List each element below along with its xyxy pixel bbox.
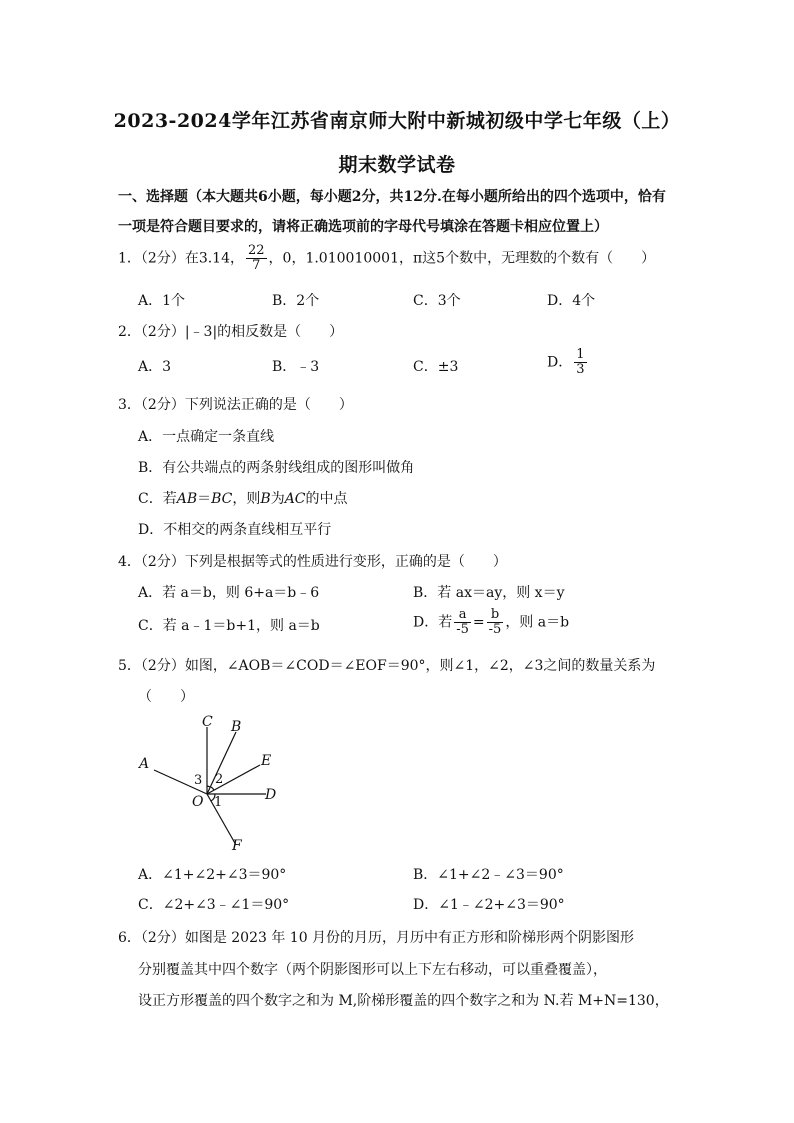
fraction-1-3 [574, 348, 586, 377]
fraction-b-over-neg5 [487, 608, 504, 637]
q2-option-c[interactable]: C．±3 [413, 359, 459, 375]
q2-option-a[interactable]: A．3 [138, 359, 172, 375]
text: ，则 a＝b [505, 614, 570, 631]
var: AC [284, 491, 306, 507]
var: B [260, 491, 271, 507]
q5-option-b[interactable]: B．∠1+∠2﹣∠3＝90° [413, 867, 564, 883]
question-1-pre: 1．（2分）在3.14， [118, 250, 244, 267]
angle-label-3: 3 [194, 773, 203, 788]
question-1-post: ，0，1.010010001，π这5个数中，无理数的个数有（ ） [268, 250, 656, 267]
q4-option-b[interactable]: B．若 ax＝ay，则 x＝y [413, 585, 565, 601]
fraction-a-over-neg5 [454, 608, 471, 637]
fraction-22-7 [246, 244, 267, 273]
fraction-numerator: b [487, 608, 504, 623]
question-5-stem-line2: （ ） [138, 689, 194, 705]
q2-option-b[interactable]: B．﹣3 [272, 359, 320, 375]
question-6-stem-line1: 6．（2分）如图是 2023 年 10 月份的月历，月历中有正方形和阶梯形两个阴影图形 [118, 930, 635, 946]
question-5-stem-line1: 5．（2分）如图，∠AOB＝∠COD＝∠EOF＝90°，则∠1，∠2，∠3之间的数量关系为 [118, 658, 656, 674]
fraction-denominator: 3 [576, 362, 585, 377]
question-4-stem: 4．（2分）下列是根据等式的性质进行变形，正确的是（ ） [118, 554, 507, 570]
text: 为 [270, 491, 285, 507]
question-6-stem-line2: 分别覆盖其中四个数字（两个阴影图形可以上下左右移动，可以重叠覆盖）， [138, 962, 607, 978]
q4-option-c[interactable]: C．若 a﹣1＝b+1，则 a＝b [138, 618, 320, 634]
label-a: A [139, 756, 150, 772]
exam-title-line1: 2023-2024学年江苏省南京师大附中新城初级中学七年级（上） [113, 110, 681, 132]
label-b: B [231, 719, 242, 735]
text: ＝ [197, 491, 212, 507]
label-c: C [202, 714, 213, 730]
q3-option-a[interactable]: A．一点确定一条直线 [138, 429, 275, 445]
text: C．若 [138, 491, 177, 507]
section1-heading-line2: 一项是符合题目要求的，请将正确选项前的字母代号填涂在答题卡相应位置上） [118, 219, 608, 235]
fraction-numerator: 22 [248, 243, 265, 258]
fraction-denominator: 7 [252, 258, 261, 273]
q3-option-d[interactable]: D．不相交的两条直线相互平行 [138, 522, 332, 538]
text: 的中点 [305, 491, 348, 507]
q5-option-d[interactable]: D．∠1﹣∠2+∠3＝90° [413, 897, 565, 913]
fraction-denominator: -5 [456, 622, 469, 637]
question-6-stem-line3: 设正方形覆盖的四个数字之和为 M,阶梯形覆盖的四个数字之和为 N.若 M+N=130， [138, 993, 669, 1009]
q4-option-a[interactable]: A．若 a＝b，则 6+a＝b﹣6 [138, 585, 320, 601]
q2-option-d-label: D． [547, 354, 573, 371]
label-d: D [265, 787, 277, 803]
q3-option-b[interactable]: B．有公共端点的两条射线组成的图形叫做角 [138, 460, 415, 476]
fraction-numerator: a [454, 608, 471, 623]
q1-option-a[interactable]: A．1个 [138, 293, 186, 309]
var: BC [211, 491, 233, 507]
q2-option-d[interactable] [547, 348, 589, 377]
q1-option-b[interactable]: B．2个 [272, 293, 320, 309]
label-o: O [192, 794, 204, 810]
text: D．若 [413, 614, 453, 631]
angle-label-1: 1 [214, 795, 223, 810]
text: = [472, 614, 485, 631]
angle-arc-2 [211, 787, 214, 790]
question-1-stem [118, 244, 655, 273]
label-e: E [261, 753, 272, 769]
q3-option-c[interactable] [138, 488, 348, 508]
angle-label-2: 2 [215, 772, 224, 787]
q1-option-d[interactable]: D．4个 [547, 293, 596, 309]
angle-figure [130, 710, 290, 855]
fraction-denominator: -5 [488, 622, 502, 637]
q4-option-d[interactable] [413, 608, 569, 637]
exam-title-line2: 期末数学试卷 [338, 154, 456, 176]
q5-option-c[interactable]: C．∠2+∠3﹣∠1＝90° [138, 897, 290, 913]
question-2-stem: 2．（2分）|﹣3|的相反数是（ ） [118, 324, 344, 340]
label-f: F [232, 838, 242, 854]
text: ，则 [232, 491, 261, 507]
var: AB [176, 491, 198, 507]
fraction-numerator: 1 [576, 347, 585, 362]
section1-heading-line1: 一、选择题（本大题共6小题，每小题2分，共12分.在每小题所给出的四个选项中，恰有 [118, 189, 666, 205]
q5-option-a[interactable]: A．∠1+∠2+∠3＝90° [138, 867, 287, 883]
question-3-stem: 3．（2分）下列说法正确的是（ ） [118, 397, 353, 413]
q1-option-c[interactable]: C．3个 [413, 293, 461, 309]
